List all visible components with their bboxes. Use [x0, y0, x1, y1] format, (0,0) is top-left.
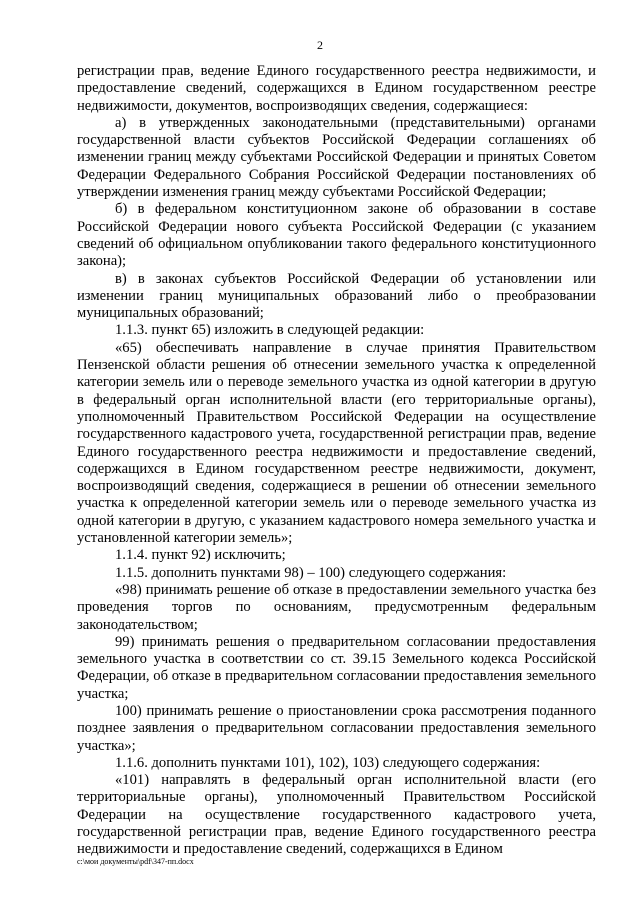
paragraph-5: 1.1.3. пункт 65) изложить в следующей редакции:	[115, 322, 425, 339]
paragraph-10: 99) принимать решения о предварительном согласовании предоставления земельного участка в соответствии со ст. 39.15 Земельного кодекса Российской Федерации, об отказе в предварительном согласовании предоставления земельного участка;	[77, 633, 596, 702]
paragraph-9: «98) принимать решение об отказе в предоставлении земельного участка без проведения торгов по основаниям, предусмотренным федеральным законодательством;	[77, 581, 596, 633]
footer-file-path: c:\мои документы\pdf\347-пп.docx	[77, 857, 194, 866]
paragraph-3: б) в федеральном конституционном законе об образовании в составе Российской Федерации нового субъекта Российской Федерации (с указанием сведений об официальном опубликовании такого федерального конституционного закона);	[77, 201, 596, 270]
paragraph-13: «101) направлять в федеральный орган исполнительной власти (его территориальные органы), уполномоченный Правительством Российской Федерации на осуществление государственного кадастрового учета, государственной регистрации прав, ведение Единого государственного реестра недвижимости и предоставление сведений, содержащихся в Едином	[77, 772, 596, 858]
paragraph-4: в) в законах субъектов Российской Федерации об установлении или изменении границ муниципальных образований либо о преобразовании муниципальных образований;	[77, 270, 596, 322]
paragraph-7: 1.1.4. пункт 92) исключить;	[115, 547, 286, 564]
paragraph-11: 100) принимать решение о приостановлении срока рассмотрения поданного позднее заявления о предварительном согласовании предоставления земельного участка»;	[77, 702, 596, 754]
document-body	[77, 63, 596, 859]
paragraph-1: регистрации прав, ведение Единого государственного реестра недвижимости, и предоставление сведений, содержащихся в Едином государственном реестре недвижимости, документов, воспроизводящих сведения, содержащиеся:	[77, 63, 596, 114]
paragraph-12: 1.1.6. дополнить пунктами 101), 102), 103) следующего содержания:	[115, 754, 541, 771]
paragraph-8: 1.1.5. дополнить пунктами 98) – 100) следующего содержания:	[115, 564, 507, 581]
page-number: 2	[317, 38, 323, 52]
paragraph-2: а) в утвержденных законодательными (представительными) органами государственной власти субъектов Российской Федерации соглашениях об изменении границ между субъектами Российской Федерации и принятых Советом Федерации Федерального Собрания Российской Федерации постановлениях об утверждении изменения границ между субъектами Российской Федерации;	[77, 114, 596, 201]
paragraph-6: «65) обеспечивать направление в случае принятия Правительством Пензенской области решения об отнесении земельного участка к определенной категории земель или о переводе земельного участка из одной категории в другую в федеральный орган исполнительной власти (его территориальные органы), уполномоченный Правительством Российской Федерации на осуществление государственного кадастрового учета, государственной регистрации прав, ведение Единого государственного реестра недвижимости и предоставление сведений, содержащихся в Едином государственном реестре недвижимости, документ, воспроизводящий сведения, содержащиеся в решении об отнесении земельного участка к определенной категории земель или о переводе земельного участка из одной категории в другую, с указанием кадастрового номера земельного участка и установленной категории земель»;	[77, 339, 596, 547]
